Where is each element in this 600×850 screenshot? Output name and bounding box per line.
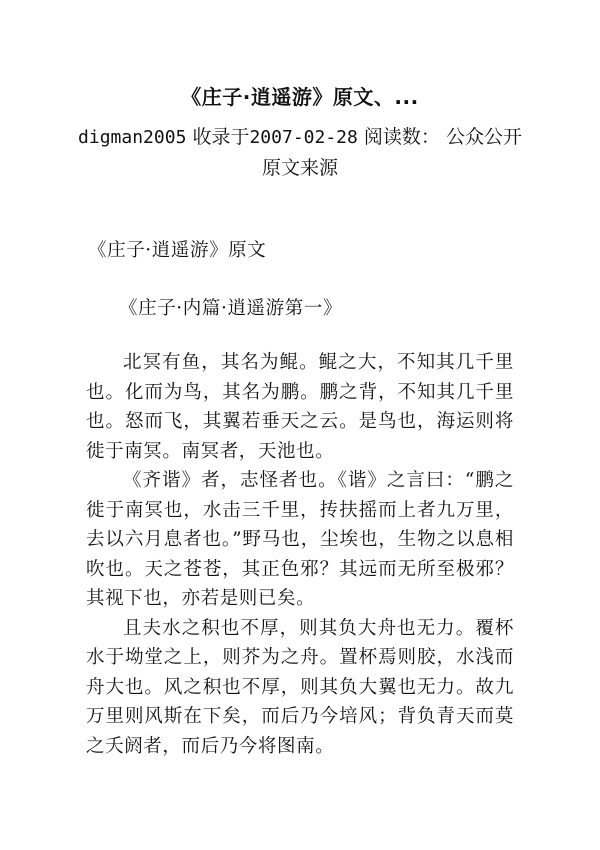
paragraph: 《齐谐》者，志怪者也。《谐》之言曰：“鹏之徙于南冥也，水击三千里，抟扶摇而上者九万里，去以六月息者也。”野马也，尘埃也，生物之以息相吹也。天之苍苍，其正色邪？其远而无所至极邪？其视下也，亦若是则已矣。 (86, 470, 514, 609)
author-link[interactable]: digman2005 (78, 127, 187, 148)
chapter-subheading: 《庄子·内篇·逍遥游第一》 (119, 298, 343, 319)
source-link[interactable]: 原文来源 (261, 157, 338, 179)
visibility-status: 公众公开 (445, 126, 522, 148)
page-title: 《庄子·逍遥游》原文、... (181, 85, 419, 109)
recorded-label: 收录于 (192, 126, 250, 148)
paragraph: 北冥有鱼，其名为鲲。鲲之大，不知其几千里也。化而为鸟，其名为鹏。鹏之背，不知其几千里也。怒而飞，其翼若垂天之云。是鸟也，海运则将徙于南冥。南冥者，天池也。 (86, 352, 514, 462)
read-count-label: 阅读数： (363, 126, 440, 148)
article-heading: 《庄子·逍遥游》原文 (88, 240, 267, 261)
article-meta (70, 122, 530, 183)
article-body (86, 348, 514, 761)
paragraph: 且夫水之积也不厚，则其负大舟也无力。覆杯水于坳堂之上，则芥为之舟。置杯焉则胶，水浅而舟大也。风之积也不厚，则其负大翼也无力。故九万里则风斯在下矣，而后乃今培风；背负青天而莫之夭阏者，而后乃今将图南。 (86, 617, 514, 757)
publish-date: 2007-02-28 (249, 127, 358, 148)
